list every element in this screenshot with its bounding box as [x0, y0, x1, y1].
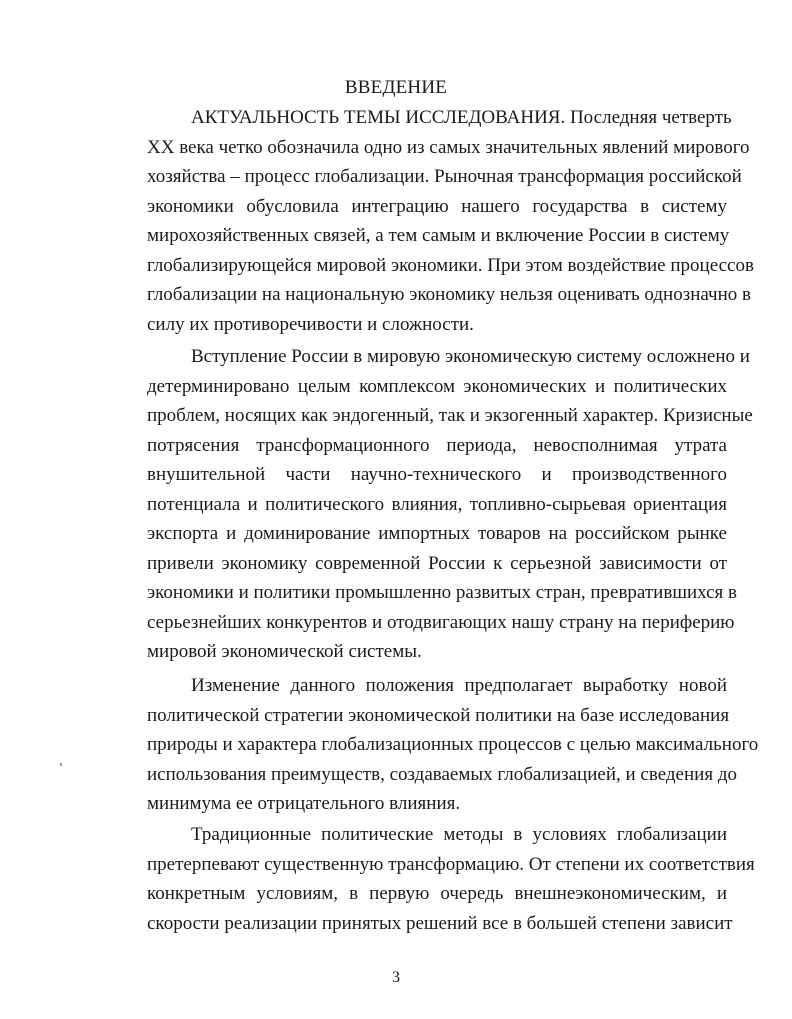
paragraph-line: силу их противоречивости и сложности. — [147, 313, 474, 335]
page-number: 3 — [392, 969, 400, 986]
paragraph-line: Вступление России в мировую экономическую систему осложнено и — [191, 346, 750, 367]
paragraph-line: глобализирующейся мировой экономики. При этом воздействие процессов — [147, 254, 754, 276]
paragraph-relevance — [147, 103, 754, 339]
paragraph-line: экспорта и доминирование импортных товаров на российском рынке — [147, 523, 727, 544]
scan-margin-mark — [60, 763, 62, 766]
paragraph-line: хозяйства – процесс глобализации. Рыночная трансформация российской — [147, 166, 742, 187]
paragraph-line: серьезнейших конкурентов и отодвигающих нашу страну на периферию — [147, 611, 735, 633]
paragraph-line: привели экономику современной России к серьезной зависимости от — [147, 552, 727, 574]
paragraph-line: экономики и политики промышленно развитых стран, превратившихся в — [147, 582, 737, 603]
paragraph-line: скорости реализации принятых решений все в большей степени зависит — [147, 912, 733, 934]
paragraph-line: претерпевают существенную трансформацию. От степени их соответствия — [147, 853, 755, 875]
paragraph-line: Изменение данного положения предполагает выработку новой — [191, 675, 727, 696]
paragraph-change-position — [147, 671, 759, 819]
paragraph-line: Традиционные политические методы в условиях глобализации — [191, 824, 727, 845]
paragraph-line: мировой экономической системы. — [147, 641, 422, 662]
page-title: ВВЕДЕНИЕ — [344, 77, 448, 98]
paragraph-line: конкретным условиям, в первую очередь внешнеэкономическим, и — [147, 883, 727, 904]
paragraph-line: внушительной части научно-технического и производственного — [147, 464, 727, 485]
paragraph-line: мирохозяйственных связей, а тем самым и включение России в систему — [147, 225, 730, 246]
paragraph-line: АКТУАЛЬНОСТЬ ТЕМЫ ИССЛЕДОВАНИЯ. Последняя четверть — [191, 107, 732, 128]
paragraph-line: проблем, носящих как эндогенный, так и экзогенный характер. Кризисные — [147, 405, 753, 426]
paragraph-line: использования преимуществ, создаваемых глобализацией, и сведения до — [147, 763, 737, 785]
paragraph-line: XX века четко обозначила одно из самых значительных явлений мирового — [147, 136, 750, 158]
paragraph-line: потрясения трансформационного периода, невосполнимая утрата — [147, 434, 727, 456]
paragraph-line: политической стратегии экономической политики на базе исследования — [147, 704, 730, 726]
paragraph-traditional-methods — [147, 820, 755, 938]
paragraph-line: потенциала и политического влияния, топливно-сырьевая ориентация — [147, 493, 727, 515]
paragraph-line: минимума ее отрицательного влияния. — [147, 793, 461, 814]
paragraph-line: экономики обусловила интеграцию нашего государства в систему — [147, 195, 727, 217]
paragraph-line: глобализации на национальную экономику нельзя оценивать однозначно в — [147, 284, 752, 305]
paragraph-line: детерминировано целым комплексом экономических и политических — [147, 375, 727, 397]
paragraph-russia-entry — [147, 342, 753, 667]
paragraph-line: природы и характера глобализационных процессов с целью максимального — [147, 734, 759, 755]
